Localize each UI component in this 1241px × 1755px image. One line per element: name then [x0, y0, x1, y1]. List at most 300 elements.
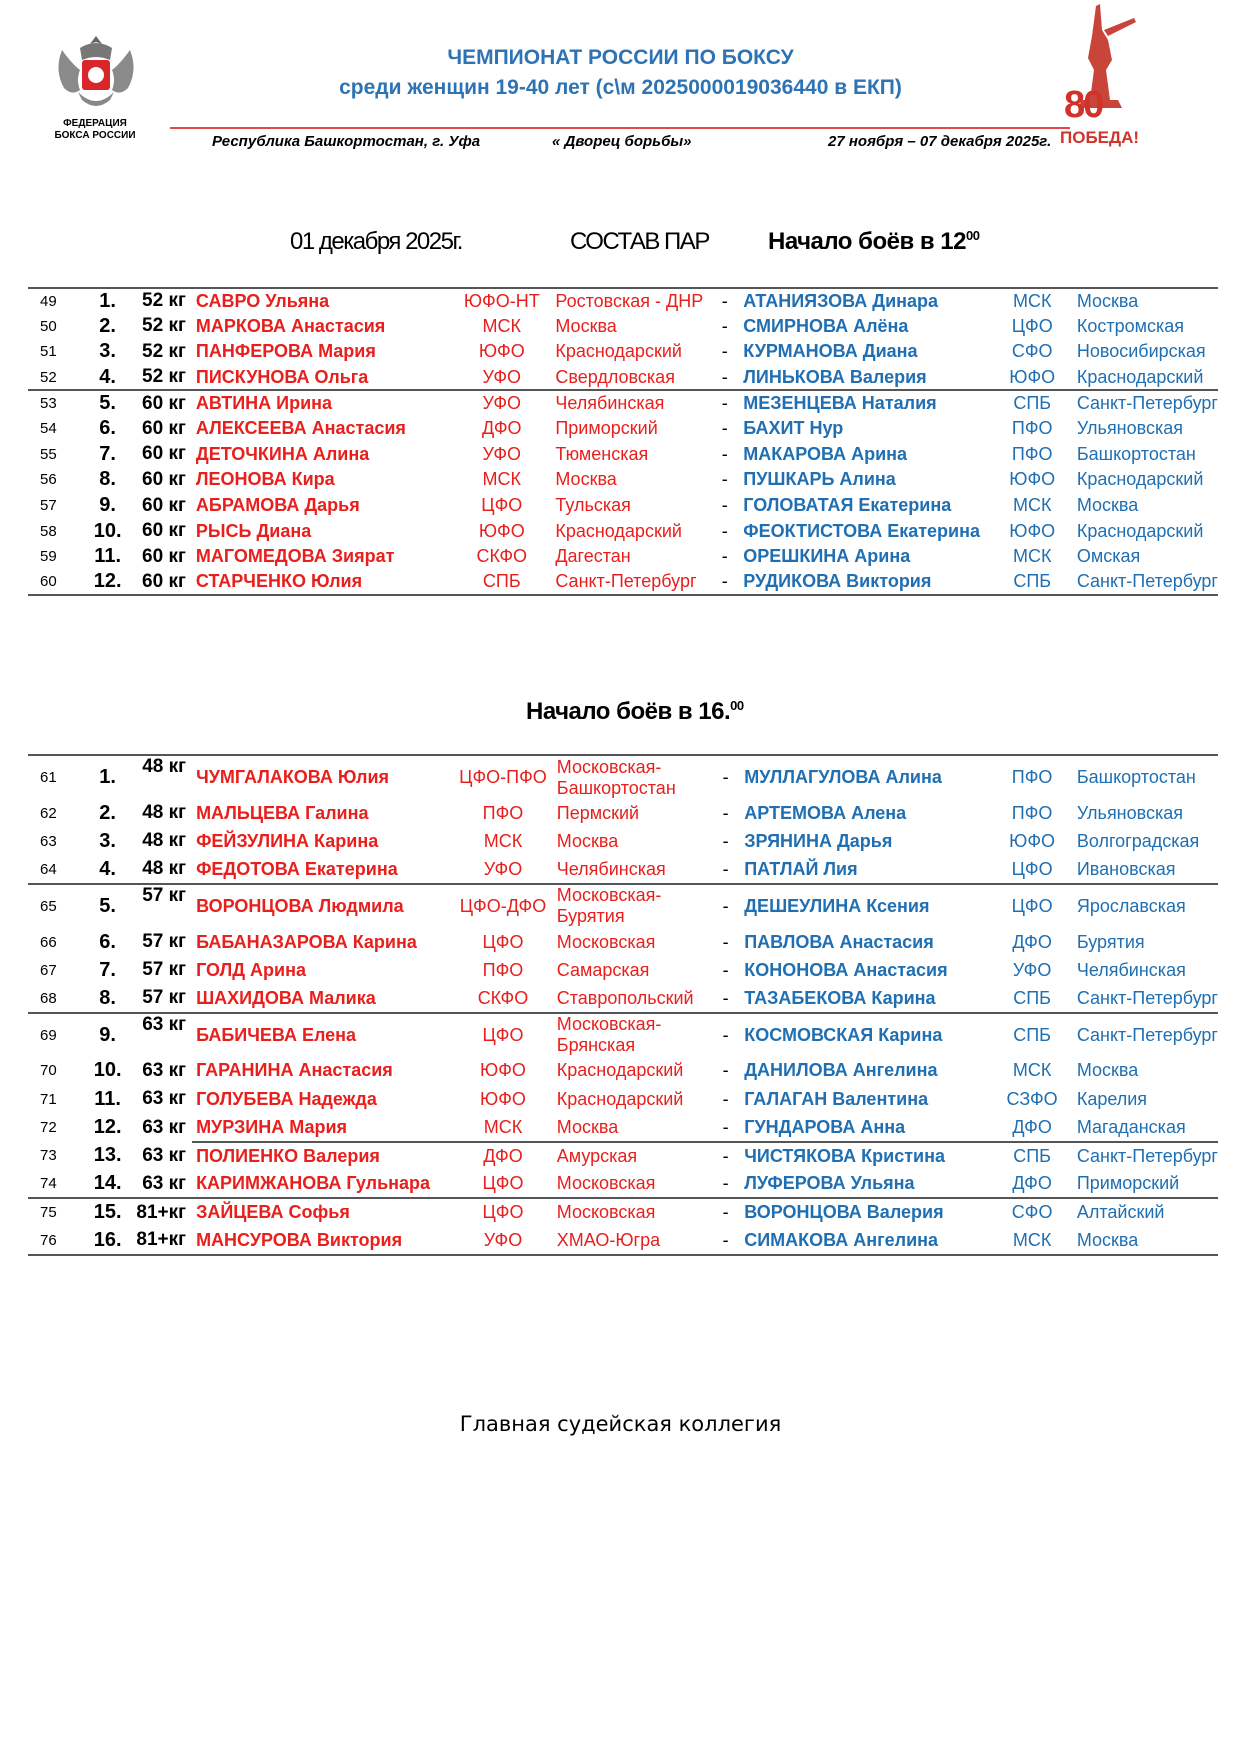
blue-corner-region: Ульяновская: [1076, 802, 1184, 823]
pair-index: 4.: [99, 365, 116, 388]
red-corner-district: ЮФО: [480, 1088, 526, 1109]
vs-dash: -: [722, 987, 729, 1008]
pair-row: [28, 339, 1218, 365]
pair-row: [28, 493, 1218, 519]
blue-corner-district: МСК: [997, 1227, 1066, 1255]
pair-index: 12.: [89, 570, 127, 596]
weight-class: 63 кг: [142, 1172, 187, 1194]
blue-corner-region: Москва: [1076, 495, 1139, 516]
red-corner-district: ЮФО: [478, 341, 525, 362]
pair-index: 9.: [89, 1013, 127, 1057]
blue-corner-name: ПАВЛОВА Анастасия: [744, 931, 934, 952]
red-corner-region: Московская: [553, 1198, 711, 1226]
weight-class: 52 кг: [126, 288, 191, 314]
weight-class: 57 кг: [142, 987, 187, 1009]
blue-corner-name: КОНОНОВА Анастасия: [744, 959, 948, 980]
vs-dash: -: [721, 469, 728, 490]
pair-row: [28, 518, 1218, 544]
red-corner-region: Санкт-Петербург: [551, 570, 710, 596]
blue-corner-district: ЦФО: [1011, 858, 1053, 879]
red-corner-name: ПИСКУНОВА Ольга: [195, 366, 369, 387]
blue-corner-region: Омская: [1076, 546, 1141, 567]
bout-number: 72: [40, 1119, 57, 1137]
blue-corner-district: МСК: [998, 288, 1067, 314]
red-corner-region-line1: Московская-: [556, 885, 662, 906]
blue-corner-name: ОРЕШКИНА Арина: [743, 546, 911, 567]
blue-corner-region: Ярославская: [1067, 884, 1218, 928]
weight-class: 60 кг: [126, 570, 191, 596]
blue-corner-district: МСК: [1012, 546, 1052, 567]
red-corner-name: ГАРАНИНА Анастасия: [196, 1060, 393, 1081]
bout-number: 50: [40, 317, 57, 335]
bout-number: 54: [40, 420, 57, 438]
bout-number: 51: [40, 343, 57, 361]
weight-class: 60 кг: [142, 545, 186, 567]
federation-line1: ФЕДЕРАЦИЯ: [63, 118, 127, 129]
red-corner-region: Ставропольский: [556, 987, 694, 1008]
blue-corner-district: ДФО: [1012, 1116, 1052, 1137]
red-corner-region: Московская: [556, 931, 656, 952]
blue-corner-district: ДФО: [1012, 1173, 1052, 1194]
bout-number: 58: [40, 522, 57, 540]
blue-corner-name: ДАНИЛОВА Ангелина: [744, 1060, 938, 1081]
bout-number: 69: [28, 1013, 89, 1057]
blue-corner-name: КОСМОВСКАЯ Карина: [740, 1013, 997, 1057]
red-corner-region-line2: Бурятия: [556, 906, 625, 927]
red-corner-region: Московская: [556, 1173, 656, 1194]
header-divider: [170, 127, 1070, 129]
vs-dash: -: [710, 288, 739, 314]
red-corner-region: [553, 755, 711, 799]
vs-dash: -: [721, 520, 728, 541]
pair-row: [28, 956, 1218, 984]
blue-corner-district: СЗФО: [1006, 1088, 1058, 1109]
pair-row: [28, 442, 1218, 468]
pair-row: [28, 314, 1218, 340]
blue-corner-name: АТАНИЯЗОВА Динара: [739, 288, 997, 314]
pair-index: 9.: [99, 494, 116, 517]
red-corner-name: МАРКОВА Анастасия: [195, 315, 386, 336]
vs-dash: -: [721, 366, 728, 387]
weight-class: 52 кг: [142, 340, 186, 362]
red-corner-region: Амурская: [553, 1142, 711, 1170]
bout-number: 70: [40, 1062, 57, 1080]
pair-row: [28, 1142, 1218, 1170]
blue-corner-region: Москва: [1076, 1060, 1139, 1081]
blue-corner-district: СПБ: [998, 390, 1067, 416]
vs-dash: -: [721, 315, 728, 336]
vs-dash: -: [721, 546, 728, 567]
bout-number: 62: [40, 804, 57, 822]
blue-corner-name: ЛУФЕРОВА Ульяна: [744, 1173, 915, 1194]
red-corner-district: ЮФО-НТ: [452, 288, 551, 314]
pair-row: [28, 365, 1218, 391]
section2-start-label: Начало боёв в 16.: [526, 698, 731, 725]
red-corner-region: Краснодарский: [555, 341, 682, 362]
red-corner-district: ЦФО: [453, 1013, 553, 1057]
bout-number: 67: [40, 961, 57, 979]
red-corner-district: ЦФО: [482, 1173, 524, 1194]
pair-row: [28, 570, 1218, 596]
badge-number: 80: [1064, 84, 1103, 126]
blue-corner-district: ДФО: [1012, 931, 1052, 952]
red-corner-region: Пермский: [556, 802, 640, 823]
blue-corner-region: Санкт-Петербург: [1067, 1142, 1218, 1170]
blue-corner-region: Алтайский: [1067, 1198, 1218, 1226]
pair-row: [28, 1170, 1218, 1198]
blue-corner-district: ПФО: [997, 755, 1066, 799]
red-corner-district: МСК: [482, 469, 522, 490]
pair-index: 3.: [99, 340, 116, 363]
pair-index: 11.: [94, 1087, 121, 1110]
bout-number: 68: [40, 989, 57, 1007]
red-corner-name: ФЕЙЗУЛИНА Карина: [196, 830, 379, 851]
bout-number: 64: [40, 860, 57, 878]
red-corner-name: КАРИМЖАНОВА Гульнара: [196, 1173, 431, 1194]
red-corner-name: АБРАМОВА Дарья: [195, 495, 360, 516]
bout-number: 55: [40, 445, 57, 463]
red-corner-district: СКФО: [476, 546, 528, 567]
red-corner-region: [553, 1013, 711, 1057]
blue-corner-region: Краснодарский: [1076, 469, 1204, 490]
bout-number: 53: [28, 390, 89, 416]
red-corner-district: МСК: [482, 315, 522, 336]
red-corner-name: ГОЛУБЕВА Надежда: [196, 1088, 377, 1109]
red-corner-region: Краснодарский: [556, 1088, 684, 1109]
blue-corner-district: СПБ: [998, 570, 1067, 596]
red-corner-name: БАБИЧЕВА Елена: [192, 1013, 453, 1057]
section2-start-time: [526, 698, 744, 726]
red-corner-name: СТАРЧЕНКО Юлия: [192, 570, 452, 596]
pair-row: [28, 884, 1218, 928]
blue-corner-name: БАХИТ Нур: [743, 418, 844, 439]
red-corner-district: ЦФО: [481, 495, 523, 516]
bout-number: 49: [28, 288, 89, 314]
judges-panel-footer: Главная судейская коллегия: [459, 1412, 782, 1436]
red-corner-district: УФО: [483, 858, 523, 879]
weight-class: 63 кг: [142, 1088, 187, 1110]
blue-corner-district: ЮФО: [1009, 830, 1056, 851]
red-corner-district: ЮФО: [478, 520, 525, 541]
blue-corner-name: СИМАКОВА Ангелина: [740, 1227, 997, 1255]
blue-corner-district: ЦФО: [997, 884, 1066, 928]
red-corner-region: Тюменская: [555, 443, 649, 464]
bout-number: 52: [40, 368, 57, 386]
weight-class: 48 кг: [142, 858, 187, 880]
blue-corner-region: Костромская: [1076, 315, 1184, 336]
weight-class: 48 кг: [142, 802, 187, 824]
pair-row: [28, 416, 1218, 442]
victory-badge: [1060, 0, 1140, 150]
blue-corner-name: ГУНДАРОВА Анна: [744, 1116, 906, 1137]
blue-corner-name: МУЛЛАГУЛОВА Алина: [740, 755, 997, 799]
red-corner-name: ВОРОНЦОВА Людмила: [192, 884, 453, 928]
pair-index: 7.: [99, 442, 116, 465]
pair-row: [28, 1227, 1218, 1255]
red-corner-district: ЦФО-ПФО: [453, 755, 553, 799]
blue-corner-region: Волгоградская: [1076, 830, 1200, 851]
red-corner-region: Ростовская - ДНР: [551, 288, 710, 314]
vs-dash: -: [722, 802, 729, 823]
blue-corner-district: ПФО: [1011, 418, 1053, 439]
pair-row: [28, 1013, 1218, 1057]
bout-number: 60: [28, 570, 89, 596]
pair-index: 10.: [93, 519, 122, 542]
section1-date: 01 декабря 2025г.: [290, 228, 462, 255]
red-corner-name: МУРЗИНА Мария: [196, 1116, 348, 1137]
pair-row: [28, 1198, 1218, 1226]
weight-class: 60 кг: [142, 443, 186, 465]
blue-corner-name: СМИРНОВА Алёна: [743, 315, 909, 336]
red-corner-region-line2: Брянская: [556, 1035, 636, 1056]
blue-corner-district: СФО: [997, 1198, 1066, 1226]
red-corner-name: ЗАЙЦЕВА Софья: [192, 1198, 453, 1226]
pair-index: 8.: [99, 468, 116, 491]
vs-dash: -: [722, 858, 729, 879]
blue-corner-region: Башкортостан: [1067, 755, 1218, 799]
blue-corner-region: Ульяновская: [1076, 418, 1184, 439]
red-corner-district: МСК: [483, 830, 523, 851]
red-corner-name: ДЕТОЧКИНА Алина: [195, 443, 370, 464]
red-corner-district: ПФО: [482, 802, 524, 823]
red-corner-region: [553, 884, 711, 928]
federation-emblem: [50, 30, 142, 116]
blue-corner-name: МЕЗЕНЦЕВА Наталия: [739, 390, 997, 416]
weight-class: 57 кг: [142, 959, 187, 981]
blue-corner-district: ПФО: [1011, 443, 1053, 464]
red-corner-district: УФО: [482, 366, 522, 387]
badge-text: ПОБЕДА!: [1060, 128, 1140, 147]
pair-row: [28, 1057, 1218, 1085]
vs-dash: -: [722, 931, 729, 952]
blue-corner-district: ЮФО: [1009, 366, 1056, 387]
weight-class: 81+кг: [126, 1198, 192, 1226]
pair-index: 5.: [89, 390, 127, 416]
blue-corner-region: Челябинская: [1076, 959, 1186, 980]
vs-dash: -: [711, 1142, 740, 1170]
pair-row: [28, 856, 1218, 884]
federation-line2: БОКСА РОССИИ: [54, 130, 136, 141]
pair-index: 2.: [99, 314, 116, 337]
blue-corner-region: Краснодарский: [1076, 520, 1204, 541]
blue-corner-name: ДЕШЕУЛИНА Ксения: [740, 884, 997, 928]
section1-start-time: [768, 228, 979, 256]
weight-class: 63 кг: [142, 1116, 187, 1138]
pair-index: 15.: [89, 1198, 127, 1226]
red-corner-region-line1: Московская-: [556, 1014, 662, 1035]
red-corner-name: ПАНФЕРОВА Мария: [195, 341, 376, 362]
pairs-table-session1: [28, 287, 1218, 596]
red-corner-region-line2: Башкортостан: [556, 777, 676, 798]
pair-index: 16.: [89, 1227, 127, 1255]
red-corner-region: Челябинская: [556, 858, 666, 879]
blue-corner-name: ПАТЛАЙ Лия: [744, 858, 858, 879]
red-corner-district: УФО: [453, 1227, 553, 1255]
blue-corner-region: Бурятия: [1076, 931, 1145, 952]
blue-corner-district: СПБ: [1013, 987, 1051, 1008]
red-corner-district: СПБ: [452, 570, 551, 596]
pair-row: [28, 827, 1218, 855]
vs-dash: -: [711, 884, 740, 928]
bout-number: 71: [40, 1090, 57, 1108]
weight-class: 60 кг: [142, 468, 186, 490]
red-corner-name: ПОЛИЕНКО Валерия: [192, 1142, 453, 1170]
red-corner-name: САВРО Ульяна: [192, 288, 452, 314]
red-corner-name: МАНСУРОВА Виктория: [192, 1227, 453, 1255]
blue-corner-district: УФО: [1012, 959, 1052, 980]
weight-class: 57 кг: [126, 884, 192, 928]
blue-corner-region: Санкт-Петербург: [1076, 987, 1218, 1008]
bout-number: 61: [28, 755, 89, 799]
vs-dash: -: [721, 418, 728, 439]
vs-dash: -: [711, 1013, 740, 1057]
pair-index: 12.: [93, 1116, 122, 1139]
pair-index: 10.: [93, 1059, 122, 1082]
red-corner-district: ЮФО: [480, 1060, 526, 1081]
blue-corner-region: Магаданская: [1076, 1116, 1186, 1137]
blue-corner-name: ГАЛАГАН Валентина: [744, 1088, 929, 1109]
red-corner-region: Свердловская: [555, 366, 675, 387]
pair-row: [28, 928, 1218, 956]
red-corner-region: Самарская: [556, 959, 650, 980]
red-corner-district: ЦФО: [482, 931, 524, 952]
red-corner-region: Приморский: [555, 418, 658, 439]
vs-dash: -: [711, 755, 740, 799]
venue-text: « Дворец борьбы»: [552, 133, 692, 150]
blue-corner-name: ТАЗАБЕКОВА Карина: [744, 987, 936, 1008]
bout-number: 59: [40, 548, 57, 566]
red-corner-name: МАГОМЕДОВА Зиярат: [195, 546, 395, 567]
red-corner-name: МАЛЬЦЕВА Галина: [196, 802, 369, 823]
red-corner-region: Москва: [555, 315, 617, 336]
pair-index: 6.: [99, 930, 116, 953]
pair-index: 4.: [99, 857, 116, 880]
pair-index: 2.: [99, 801, 116, 824]
blue-corner-name: ЗРЯНИНА Дарья: [744, 830, 893, 851]
blue-corner-region: Санкт-Петербург: [1067, 1013, 1218, 1057]
blue-corner-district: ЮФО: [1009, 469, 1056, 490]
federation-name: [40, 118, 150, 142]
vs-dash: -: [710, 390, 739, 416]
red-corner-region: Дагестан: [555, 546, 631, 567]
pair-row: [28, 1113, 1218, 1141]
blue-corner-name: КУРМАНОВА Диана: [743, 341, 918, 362]
red-corner-name: РЫСЬ Диана: [195, 520, 312, 541]
vs-dash: -: [722, 1088, 729, 1109]
bout-number: 66: [40, 933, 57, 951]
blue-corner-district: ЦФО: [1011, 315, 1053, 336]
bout-number: 73: [40, 1147, 57, 1165]
red-corner-district: ЦФО-ДФО: [453, 884, 553, 928]
bout-number: 63: [40, 832, 57, 850]
pair-index: 14.: [93, 1172, 122, 1195]
blue-corner-district: СПБ: [997, 1013, 1066, 1057]
blue-corner-region: Башкортостан: [1076, 443, 1196, 464]
red-corner-district: СКФО: [477, 987, 529, 1008]
red-corner-region: Москва: [555, 469, 617, 490]
dates-text: 27 ноября – 07 декабря 2025г.: [828, 133, 1052, 150]
pair-row: [28, 984, 1218, 1012]
red-corner-name: АЛЕКСЕЕВА Анастасия: [195, 418, 406, 439]
red-corner-region: Тульская: [555, 495, 631, 516]
vs-dash: -: [721, 495, 728, 516]
red-corner-name: ФЕДОТОВА Екатерина: [196, 858, 398, 879]
weight-class: 52 кг: [142, 315, 186, 337]
blue-corner-name: ГОЛОВАТАЯ Екатерина: [743, 495, 952, 516]
vs-dash: -: [721, 443, 728, 464]
pair-row: [28, 544, 1218, 570]
blue-corner-name: ВОРОНЦОВА Валерия: [740, 1198, 997, 1226]
weight-class: 63 кг: [142, 1059, 187, 1081]
vs-dash: -: [711, 1198, 740, 1226]
weight-class: 63 кг: [126, 1013, 192, 1057]
vs-dash: -: [721, 341, 728, 362]
red-corner-name: ЧУМГАЛАКОВА Юлия: [192, 755, 453, 799]
bout-number: 75: [28, 1198, 89, 1226]
vs-dash: -: [722, 1173, 729, 1194]
pair-index: 7.: [99, 958, 116, 981]
bout-number: 57: [40, 497, 57, 515]
red-corner-region: ХМАО-Югра: [553, 1227, 711, 1255]
blue-corner-region: Санкт-Петербург: [1067, 570, 1218, 596]
blue-corner-region: Москва: [1067, 288, 1218, 314]
pair-index: 5.: [89, 884, 127, 928]
blue-corner-region: Карелия: [1076, 1088, 1148, 1109]
bout-number: 65: [28, 884, 89, 928]
blue-corner-district: ПФО: [1011, 802, 1053, 823]
pair-index: 11.: [94, 545, 121, 568]
pair-index: 3.: [99, 829, 116, 852]
red-corner-district: ДФО: [482, 418, 522, 439]
blue-corner-region: Краснодарский: [1076, 366, 1204, 387]
bout-number: 76: [28, 1227, 89, 1255]
vs-dash: -: [711, 1227, 740, 1255]
red-corner-name: БАБАНАЗАРОВА Карина: [196, 931, 417, 952]
red-corner-district: ДФО: [453, 1142, 553, 1170]
weight-class: 63 кг: [142, 1144, 187, 1166]
blue-corner-name: ПУШКАРЬ Алина: [743, 469, 896, 490]
pair-row: [28, 799, 1218, 827]
red-corner-region-line1: Московская-: [556, 756, 662, 777]
pair-row: [28, 467, 1218, 493]
weight-class: 48 кг: [142, 830, 187, 852]
section1-start-label: Начало боёв в 12: [768, 228, 966, 255]
red-corner-region: Москва: [556, 1116, 619, 1137]
pair-row: [28, 1085, 1218, 1113]
red-corner-region: Краснодарский: [555, 520, 682, 541]
blue-corner-district: МСК: [1012, 495, 1052, 516]
championship-title: ЧЕМПИОНАТ РОССИИ ПО БОКСУ: [447, 46, 794, 69]
bout-number: 74: [40, 1175, 57, 1193]
championship-subtitle: среди женщин 19-40 лет (с\м 2025000019036440 в ЕКП): [339, 76, 902, 99]
red-corner-district: ПФО: [482, 959, 524, 980]
pair-index: 1.: [89, 288, 127, 314]
vs-dash: -: [722, 1116, 729, 1137]
blue-corner-district: ЮФО: [1009, 520, 1056, 541]
pair-row: [28, 390, 1218, 416]
blue-corner-name: ФЕОКТИСТОВА Екатерина: [743, 520, 980, 541]
weight-class: 60 кг: [142, 494, 186, 516]
pair-index: 8.: [99, 986, 116, 1009]
weight-class: 57 кг: [142, 931, 187, 953]
blue-corner-region: Москва: [1067, 1227, 1218, 1255]
blue-corner-name: ЧИСТЯКОВА Кристина: [740, 1142, 997, 1170]
blue-corner-region: Ивановская: [1076, 858, 1176, 879]
weight-class: 60 кг: [142, 417, 186, 439]
section2-start-sup: 00: [730, 698, 744, 713]
blue-corner-name: РУДИКОВА Виктория: [739, 570, 997, 596]
red-corner-district: ЦФО: [453, 1198, 553, 1226]
